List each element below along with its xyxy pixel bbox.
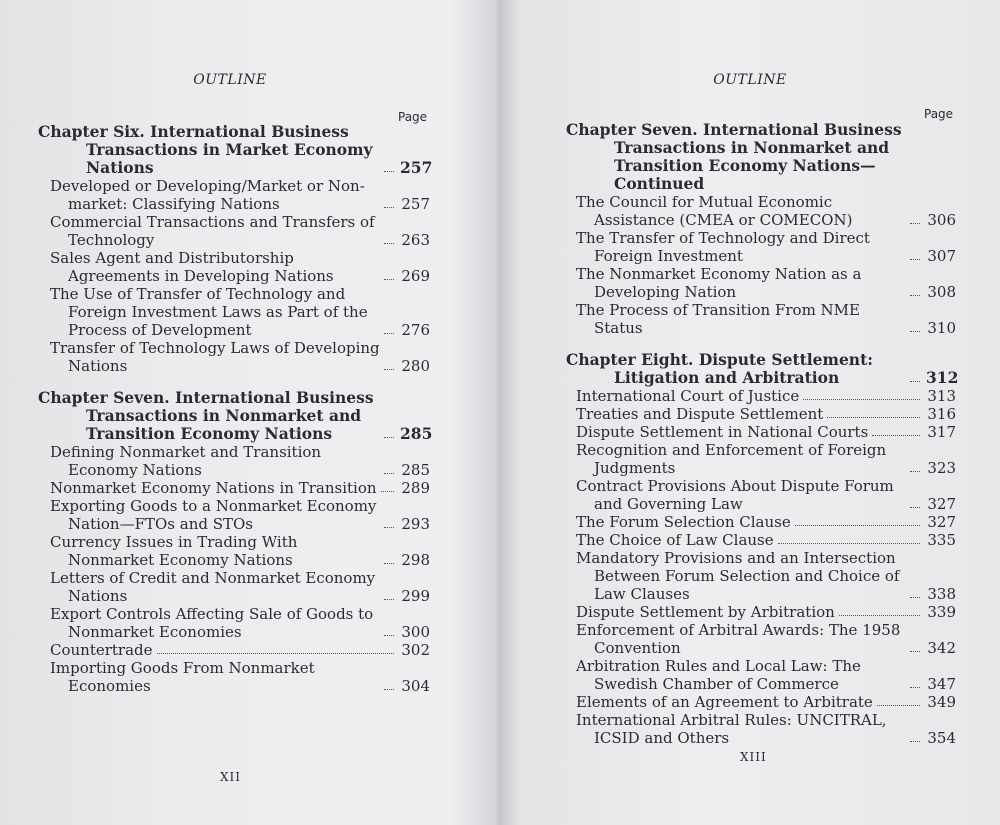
toc-page-number: 276 [401, 321, 430, 339]
leader-dots [381, 491, 394, 492]
toc-section-entry[interactable] [38, 479, 430, 497]
toc-entry-title: Mandatory Provisions and an Intersection Between Forum Selection and Choice of Law Clauses [576, 549, 900, 603]
leader-dots [384, 599, 394, 600]
leader-dots [384, 171, 394, 172]
toc-page-number: 285 [400, 424, 433, 443]
right-page [500, 0, 1000, 825]
toc-entry-title: Letters of Credit and Nonmarket Economy Nations [50, 569, 376, 605]
leader-dots [384, 473, 394, 474]
toc-entry-title: Treaties and Dispute Settlement [576, 405, 824, 423]
toc-entry-title: The Council for Mutual Economic Assistance (CMEA or COMECON) [576, 193, 853, 229]
toc-page-number: 347 [927, 675, 956, 693]
leader-dots [778, 543, 920, 544]
toc-chapter-entry[interactable] [38, 122, 433, 177]
toc-page-number: 317 [927, 423, 956, 441]
toc-section-entry[interactable] [566, 265, 956, 301]
toc-page-number: 306 [927, 211, 956, 229]
leader-dots [384, 563, 394, 564]
toc-entry-title: The Forum Selection Clause [576, 513, 791, 531]
toc-section-entry[interactable] [38, 533, 430, 569]
toc-section-entry[interactable] [566, 603, 956, 621]
toc-entry-title: Arbitration Rules and Local Law: The Swedish Chamber of Commerce [576, 657, 861, 693]
leader-dots [910, 259, 920, 260]
leader-dots [877, 705, 920, 706]
leader-dots [910, 331, 920, 332]
toc-section-entry[interactable] [566, 441, 956, 477]
toc-entry-title: Chapter Eight. Dispute Settlement: Litigation and Arbitration [566, 350, 873, 387]
toc-entry-title: Contract Provisions About Dispute Forum and Governing Law [576, 477, 894, 513]
left-running-header: OUTLINE [193, 72, 267, 88]
leader-dots [910, 687, 920, 688]
toc-page-number: 304 [401, 677, 430, 695]
leader-dots [157, 653, 394, 654]
toc-section-entry[interactable] [38, 641, 430, 659]
leader-dots [384, 333, 394, 334]
toc-section-entry[interactable] [38, 605, 430, 641]
toc-page-number: 310 [927, 319, 956, 337]
toc-section-entry[interactable] [38, 443, 430, 479]
toc-page-number: 293 [401, 515, 430, 533]
leader-dots [910, 381, 920, 382]
toc-entry-title: Chapter Seven. International Business Transactions in Nonmarket and Transition Economy Nations—Continued [566, 120, 902, 193]
toc-entry-title: The Use of Transfer of Technology and Foreign Investment Laws as Part of the Process of Development [50, 285, 368, 339]
leader-dots [910, 295, 920, 296]
toc-page-number: 313 [927, 387, 956, 405]
toc-entry-title: Dispute Settlement in National Courts [576, 423, 869, 441]
leader-dots [910, 507, 920, 508]
toc-entry-title: Currency Issues in Trading With Nonmarket Economy Nations [50, 533, 298, 569]
toc-page-number: 307 [927, 247, 956, 265]
toc-section-entry[interactable] [566, 657, 956, 693]
toc-entry-title: Developed or Developing/Market or Non-market: Classifying Nations [50, 177, 365, 213]
left-toc [38, 122, 433, 695]
toc-page-number: 339 [927, 603, 956, 621]
toc-entry-title: Exporting Goods to a Nonmarket Economy Nation—FTOs and STOs [50, 497, 377, 533]
toc-section-entry[interactable] [38, 497, 430, 533]
toc-chapter-entry[interactable] [566, 350, 959, 387]
toc-section-entry[interactable] [38, 249, 430, 285]
toc-page-number: 280 [401, 357, 430, 375]
toc-section-entry[interactable] [38, 569, 430, 605]
toc-section-entry[interactable] [566, 405, 956, 423]
leader-dots [384, 369, 394, 370]
toc-entry-title: Chapter Six. International Business Transactions in Market Economy Nations [38, 122, 373, 177]
toc-page-number: 349 [927, 693, 956, 711]
left-folio: XII [220, 770, 242, 784]
toc-section-entry[interactable] [566, 531, 956, 549]
toc-section-entry[interactable] [566, 423, 956, 441]
toc-entry-title: Nonmarket Economy Nations in Transition [50, 479, 377, 497]
toc-section-entry[interactable] [38, 213, 430, 249]
leader-dots [910, 741, 920, 742]
leader-dots [795, 525, 920, 526]
toc-chapter-entry[interactable] [566, 121, 956, 193]
toc-page-number: 312 [926, 368, 959, 387]
leader-dots [384, 437, 394, 438]
left-page-column-label: Page [398, 110, 428, 124]
leader-dots [384, 279, 394, 280]
toc-page-number: 308 [927, 283, 956, 301]
toc-page-number: 327 [927, 495, 956, 513]
toc-page-number: 302 [401, 641, 430, 659]
section-gap [38, 375, 430, 389]
toc-section-entry[interactable] [566, 193, 956, 229]
toc-section-entry[interactable] [566, 477, 956, 513]
leader-dots [910, 651, 920, 652]
toc-page-number: 300 [401, 623, 430, 641]
right-toc [566, 120, 959, 747]
toc-entry-title: Sales Agent and Distributorship Agreements in Developing Nations [50, 249, 334, 285]
leader-dots [910, 597, 920, 598]
toc-entry-title: Export Controls Affecting Sale of Goods to Nonmarket Economies [50, 605, 374, 641]
toc-page-number: 342 [927, 639, 956, 657]
leader-dots [803, 399, 920, 400]
toc-section-entry[interactable] [566, 301, 956, 337]
toc-section-entry[interactable] [566, 387, 956, 405]
toc-entry-title: Importing Goods From Nonmarket Economies [50, 659, 315, 695]
toc-entry-title: The Choice of Law Clause [576, 531, 774, 549]
leader-dots [910, 471, 920, 472]
toc-entry-title: International Court of Justice [576, 387, 800, 405]
leader-dots [827, 417, 920, 418]
toc-section-entry[interactable] [566, 549, 956, 603]
toc-page-number: 298 [401, 551, 430, 569]
toc-section-entry[interactable] [38, 177, 430, 213]
toc-section-entry[interactable] [38, 285, 430, 339]
toc-entry-title: Transfer of Technology Laws of Developing Nations [50, 339, 380, 375]
leader-dots [384, 635, 394, 636]
right-folio: XIII [740, 750, 767, 764]
left-page [0, 0, 490, 825]
leader-dots [384, 207, 394, 208]
toc-entry-title: The Transfer of Technology and Direct Foreign Investment [576, 229, 870, 265]
toc-page-number: 299 [401, 587, 430, 605]
leader-dots [839, 615, 920, 616]
toc-page-number: 323 [927, 459, 956, 477]
toc-chapter-entry[interactable] [38, 388, 433, 443]
toc-section-entry[interactable] [38, 659, 430, 695]
leader-dots [872, 435, 920, 436]
toc-page-number: 257 [401, 195, 430, 213]
toc-page-number: 269 [401, 267, 430, 285]
toc-page-number: 316 [927, 405, 956, 423]
toc-entry-title: Chapter Seven. International Business Transactions in Nonmarket and Transition Economy Nations [38, 388, 374, 443]
toc-entry-title: Enforcement of Arbitral Awards: The 1958 Convention [576, 621, 901, 657]
toc-entry-title: Countertrade [50, 641, 153, 659]
toc-entry-title: Defining Nonmarket and Transition Economy Nations [50, 443, 322, 479]
toc-page-number: 338 [927, 585, 956, 603]
toc-entry-title: The Nonmarket Economy Nation as a Developing Nation [576, 265, 862, 301]
toc-page-number: 257 [400, 158, 433, 177]
toc-page-number: 354 [927, 729, 956, 747]
toc-page-number: 327 [927, 513, 956, 531]
toc-page-number: 289 [401, 479, 430, 497]
toc-entry-title: Dispute Settlement by Arbitration [576, 603, 835, 621]
toc-section-entry[interactable] [566, 229, 956, 265]
toc-entry-title: Recognition and Enforcement of Foreign Judgments [576, 441, 887, 477]
leader-dots [910, 223, 920, 224]
right-page-column-label: Page [924, 107, 954, 121]
toc-entry-title: Commercial Transactions and Transfers of Technology [50, 213, 375, 249]
toc-page-number: 285 [401, 461, 430, 479]
toc-page-number: 335 [927, 531, 956, 549]
toc-section-entry[interactable] [566, 513, 956, 531]
toc-entry-title: Elements of an Agreement to Arbitrate [576, 693, 873, 711]
toc-section-entry[interactable] [566, 621, 956, 657]
leader-dots [384, 527, 394, 528]
right-running-header: OUTLINE [713, 72, 787, 88]
toc-page-number: 263 [401, 231, 430, 249]
toc-section-entry[interactable] [38, 339, 430, 375]
toc-section-entry[interactable] [566, 693, 956, 711]
leader-dots [384, 243, 394, 244]
section-gap [566, 337, 956, 351]
toc-entry-title: The Process of Transition From NME Status [576, 301, 860, 337]
toc-section-entry[interactable] [566, 711, 956, 747]
toc-entry-title: International Arbitral Rules: UNCITRAL, ICSID and Others [576, 711, 887, 747]
leader-dots [384, 689, 394, 690]
